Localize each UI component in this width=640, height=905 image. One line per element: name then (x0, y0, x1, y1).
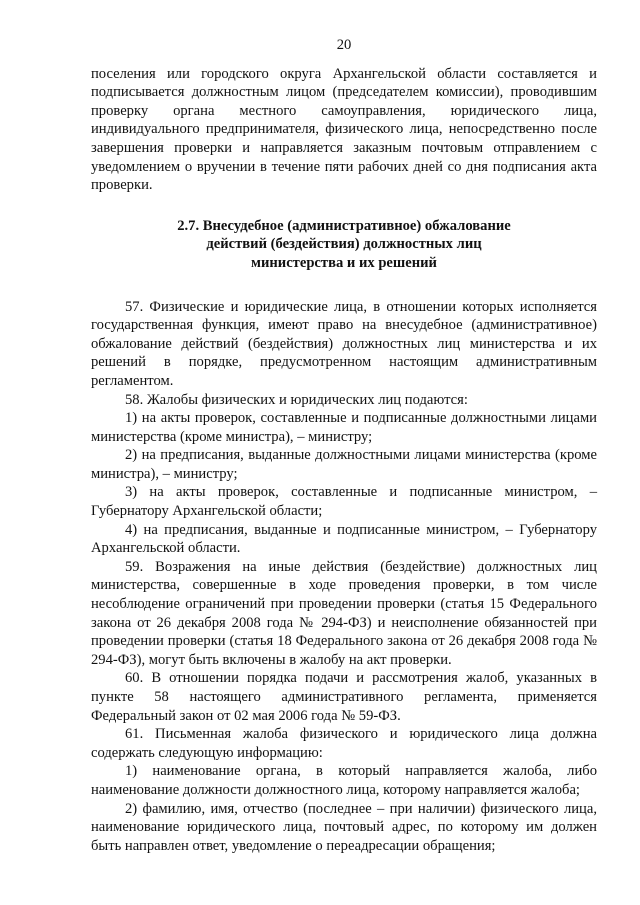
paragraph-58-item-3: 3) на акты проверок, составленные и подписанные министром, – Губернатору Архангельской области; (91, 484, 597, 520)
paragraph-58-item-1: 1) на акты проверок, составленные и подписанные должностными лицами министерства (кроме министра), – министру; (91, 410, 597, 445)
paragraph-58: 58. Жалобы физических и юридических лиц подаются: (125, 391, 468, 408)
section-heading-line-2: действий (бездействия) должностных лиц (206, 236, 482, 253)
intro-paragraph: поселения или городского округа Архангельской области составляется и подписывается должностным лицом (председателем комиссии), проводившим проверку органа местного самоуправления, юридического лица, индивидуального предпринимателя, физического лица, непосредственно после завершения проверки и направляется заказным почтовым отправлением с уведомлением о вручении в течение пяти рабочих дней со дня подписания акта проверки. (91, 65, 597, 194)
section-heading-line-1: 2.7. Внесудебное (административное) обжалование (177, 217, 511, 234)
paragraph-61: 61. Письменная жалоба физического и юридического лица должна содержать следующую информацию: (91, 726, 597, 761)
paragraph-58-item-4: 4) на предписания, выданные и подписанные министром, – Губернатору Архангельской области. (91, 521, 597, 557)
paragraph-59: 59. Возражения на иные действия (бездействие) должностных лиц министерства, совершенные в ходе проведения проверки, в том числе несоблюдение ограничений при проведении проверки (статья 15 Федерального закона от 26 декабря 2008 года № 294-ФЗ) и неисполнение обязанностей при проведении проверки (статья 18 Федерального закона от 26 декабря 2008 года № 294-ФЗ), могут быть включены в жалобу на акт проверки. (91, 558, 597, 668)
paragraph-60: 60. В отношении порядка подачи и рассмотрения жалоб, указанных в пункте 58 настоящего административного регламента, применяется Федеральный закон от 02 мая 2006 года № 59-ФЗ. (91, 670, 597, 724)
paragraph-58-item-2: 2) на предписания, выданные должностными лицами министерства (кроме министра), – министру; (91, 447, 597, 482)
paragraph-57: 57. Физические и юридические лица, в отношении которых исполняется государственная функция, имеют право на внесудебное (административное) обжалование действий (бездействия) должностных лиц министерства и их решений в порядке, предусмотренном настоящим административным регламентом. (91, 298, 597, 389)
paragraph-61-item-2: 2) фамилию, имя, отчество (последнее – при наличии) физического лица, наименование юридического лица, почтовый адрес, по которому им должен быть направлен ответ, уведомление о переадресации обращения; (91, 800, 597, 854)
section-heading-line-3: министерства и их решений (251, 254, 437, 271)
section-heading (91, 217, 597, 273)
page-number: 20 (336, 37, 352, 53)
paragraph-61-item-1: 1) наименование органа, в который направляется жалоба, либо наименование должности должностного лица, которому направляется жалоба; (91, 763, 597, 798)
document-page (91, 36, 597, 855)
